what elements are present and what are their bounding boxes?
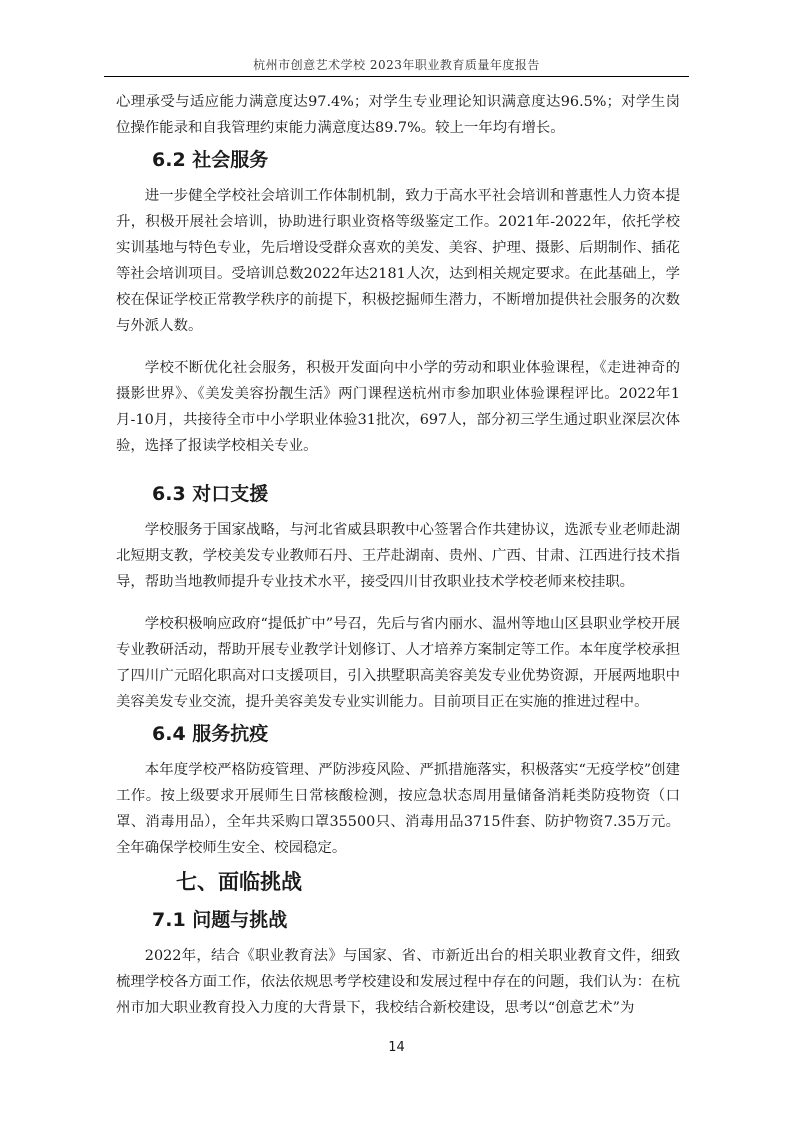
header-rule: [104, 76, 689, 77]
paragraph-epidemic: 本年度学校严格防疫管理、严防涉疫风险、严抓措施落实，积极落实“无疫学校”创建工作。按上级要求开展师生日常核酸检测，按应急状态周用量储备消耗类防疫物资（口罩、消毒用品），全年共采购口罩35500只、消毒用品3715件套、防护物资7.35万元。全年确保学校师生安全、校园稳定。: [116, 762, 680, 856]
heading-chapter-7: 七、面临挑战: [176, 870, 302, 894]
heading-6-4: 6.4 服务抗疫: [152, 723, 269, 745]
paragraph-support-2: 学校积极响应政府“提低扩中”号召，先后与省内丽水、温州等地山区县职业学校开展专业教研活动，帮助开展专业教学计划修订、人才培养方案制定等工作。本年度学校承担了四川广元昭化职高对口支援项目，引入拱墅职高美容美发专业优势资源，开展两地职中美容美发专业交流，提升美容美发专业实训能力。目前项目正在实施的推进过程中。: [116, 616, 680, 710]
paragraph-social-service: 学校不断优化社会服务，积极开发面向中小学的劳动和职业体验课程，《走进神奇的摄影世界》、《美发美容扮靓生活》两门课程送杭州市参加职业体验课程评比。2022年1月-10月，共接待全市中小学职业体验31批次，697人，部分初三学生通过职业深层次体验，选择了报读学校相关专业。: [116, 360, 680, 454]
heading-6-2: 6.2 社会服务: [152, 149, 269, 171]
page-number: 14: [388, 1040, 405, 1055]
heading-6-3: 6.3 对口支援: [152, 483, 269, 505]
heading-7-1: 7.1 问题与挑战: [152, 909, 288, 931]
page-body: [116, 89, 680, 1021]
paragraph-satisfaction: 心理承受与适应能力满意度达97.4%；对学生专业理论知识满意度达96.5%；对学生岗位操作能录和自我管理约束能力满意度达89.7%。较上一年均有增长。: [116, 94, 680, 136]
paragraph-support-1: 学校服务于国家战略，与河北省威县职教中心签署合作共建协议，选派专业老师赴湖北短期支教，学校美发专业教师石丹、王芹赴湖南、贵州、广西、甘肃、江西进行技术指导，帮助当地教师提升专业技术水平，接受四川甘孜职业技术学校老师来校挂职。: [116, 522, 680, 590]
running-header: 杭州市创意艺术学校 2023年职业教育质量年度报告: [253, 58, 540, 72]
paragraph-challenges: 2022年，结合《职业教育法》与国家、省、市新近出台的相关职业教育文件，细致梳理学校各方面工作，依法依规思考学校建设和发展过程中存在的问题，我们认为：在杭州市加大职业教育投入力度的大背景下，我校结合新校建设，思考以“创意艺术”为: [116, 948, 680, 1016]
paragraph-social-training: 进一步健全学校社会培训工作体制机制，致力于高水平社会培训和普惠性人力资本提升，积极开展社会培训，协助进行职业资格等级鉴定工作。2021年-2022年，依托学校实训基地与特色专业，先后增设受群众喜欢的美发、美容、护理、摄影、后期制作、插花等社会培训项目。受培训总数2022年达2181人次，达到相关规定要求。在此基础上，学校在保证学校正常教学秩序的前提下，积极挖掘师生潜力，不断增加提供社会服务的次数与外派人数。: [116, 188, 680, 334]
